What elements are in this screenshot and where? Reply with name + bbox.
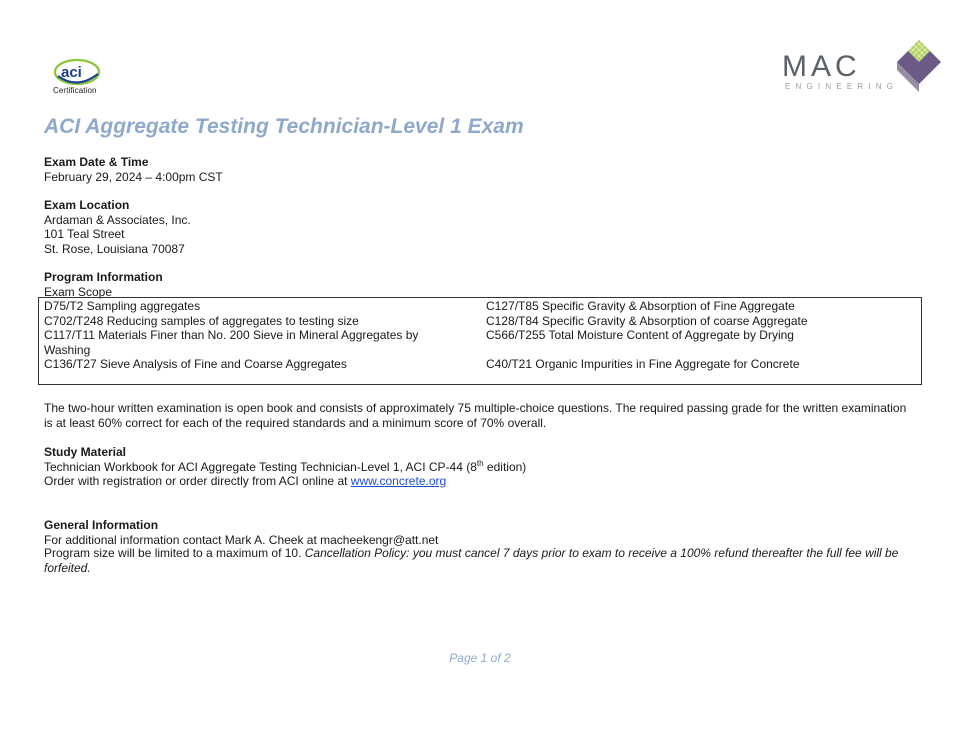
mac-logo-word: MAC [782,50,861,83]
location-line: 101 Teal Street [44,227,125,241]
exam-date-heading: Exam Date & Time [44,155,149,169]
scope-item: C128/T84 Specific Gravity & Absorption of coarse Aggregate [486,313,808,328]
mac-engineering-logo [782,38,947,98]
scope-item: C702/T248 Reducing samples of aggregates to testing size [44,313,359,328]
aci-logo-text: aci [61,64,82,81]
study-material-heading: Study Material [44,445,127,459]
general-info-policy: Program size will be limited to a maximum of 10. Cancellation Policy: you must cancel 7 days prior to exam to receive a 100% refund thereafter the full fee will be forfeited. [44,546,899,575]
page-title: ACI Aggregate Testing Technician-Level 1 Exam [44,115,524,138]
exam-description: The two-hour written examination is open book and consists of approximately 75 multiple-choice questions. The required passing grade for the written examination is at least 60% correct for each of the required standards and a minimum score of 70% overall. [44,401,907,430]
location-line: St. Rose, Louisiana 70087 [44,241,185,256]
mac-diamond-icon [894,38,944,94]
scope-item: C40/T21 Organic Impurities in Fine Aggregate for Concrete [486,357,800,371]
exam-date-value: February 29, 2024 – 4:00pm CST [44,169,223,184]
exam-scope-label: Exam Scope [44,284,113,299]
aci-certification-label: Certification [53,86,97,95]
cancellation-policy: Cancellation Policy: you must cancel 7 days prior to exam to receive a 100% refund thereafter the full fee will be forfeited. [44,546,899,575]
program-info-heading: Program Information [44,270,163,284]
scope-item: C136/T27 Sieve Analysis of Fine and Coarse Aggregates [44,357,347,371]
study-material-order: Order with registration or order directly from ACI online at www.concrete.org [44,474,447,488]
study-material-workbook: Technician Workbook for ACI Aggregate Testing Technician-Level 1, ACI CP-44 (8th edition) [44,458,527,474]
general-info-heading: General Information [44,518,159,532]
study-material-section [44,445,526,489]
concrete-org-link[interactable]: www.concrete.org [350,474,447,488]
exam-date-section [44,155,223,184]
location-line: Ardaman & Associates, Inc. [44,212,191,227]
exam-location-section [44,198,191,256]
program-info-section [44,270,163,299]
mac-logo-subtitle: ENGINEERING [785,82,899,91]
scope-item: C566/T255 Total Moisture Content of Aggregate by Drying [486,328,794,342]
scope-item: C127/T85 Specific Gravity & Absorption of Fine Aggregate [486,299,795,313]
scope-item: D75/T2 Sampling aggregates [44,299,201,313]
scope-item: C117/T11 Materials Finer than No. 200 Sieve in Mineral Aggregates by Washing [44,328,419,357]
exam-location-heading: Exam Location [44,198,130,212]
exam-scope-table [38,297,922,385]
general-info-section [44,518,438,547]
scope-column-left [44,299,464,372]
page-number: Page 1 of 2 [449,651,511,665]
scope-column-right [486,299,916,372]
general-info-contact: For additional information contact Mark A. Cheek at macheekengr@att.net [44,532,439,547]
